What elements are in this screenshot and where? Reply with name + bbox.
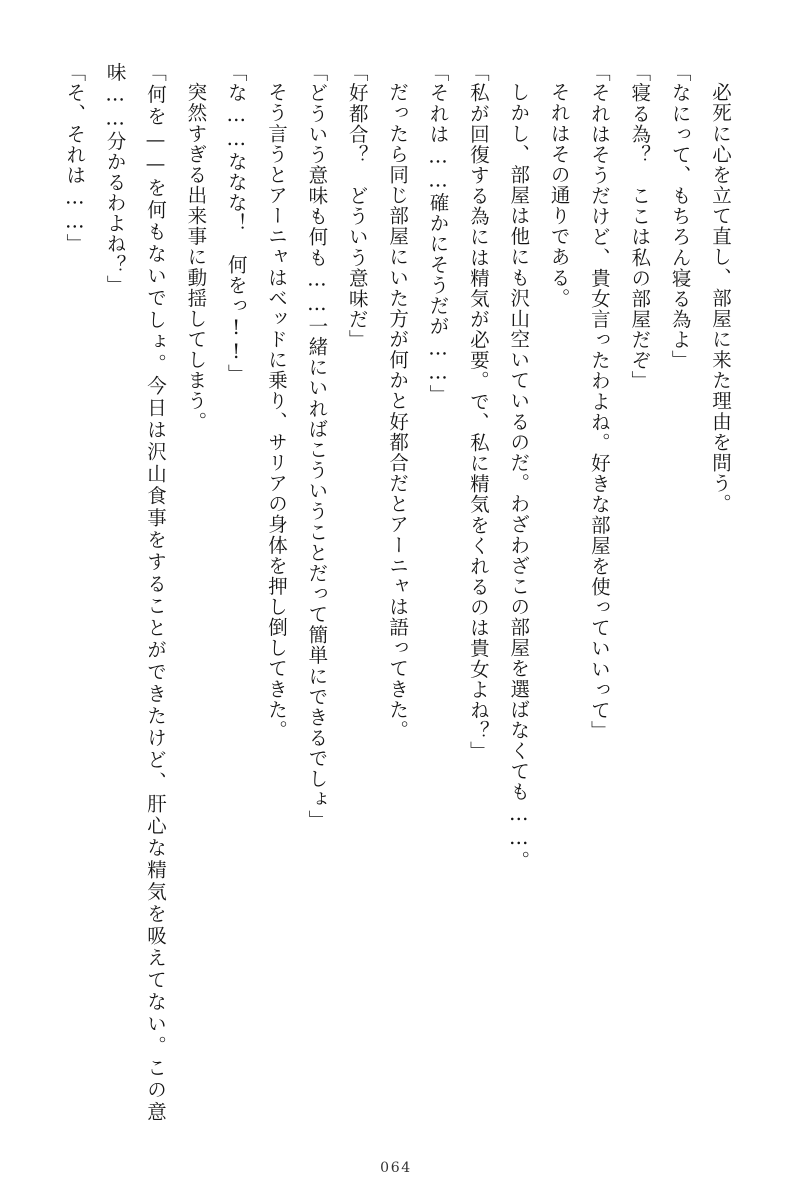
paragraph: 「それは……確かにそうだが……」 <box>426 62 450 406</box>
paragraph: 「それはそうだけど、貴女言ったわよね。好きな部屋を使っていいって」 <box>587 62 611 741</box>
paragraph: 「そ、それは……」 <box>63 62 87 255</box>
paragraph: 「何を——を何もないでしょ。今日は沢山食事をすることができたけど、肝心な精気を吸えてない。この意味……分かるわよね？」 <box>103 62 167 1122</box>
paragraph: そう言うとアーニャはベッドに乗り、サリアの身体を押し倒してきた。 <box>265 81 289 740</box>
paragraph: しかし、部屋は他にも沢山空いているのだ。わざわざこの部屋を選ばなくても……。 <box>507 81 531 871</box>
page-body-text <box>52 62 740 1122</box>
page-number: 064 <box>380 1160 412 1176</box>
paragraph: それはその通りである。 <box>547 81 571 308</box>
paragraph: だったら同じ部屋にいた方が何かと好都合だとアーニャは語ってきた。 <box>386 81 410 740</box>
paragraph: 「私が回復する為には精気が必要。で、私に精気をくれるのは貴女よね？」 <box>466 62 490 762</box>
paragraph: 「好都合？ どういう意味だ」 <box>345 62 369 351</box>
paragraph: 「寝る為？ ここは私の部屋だぞ」 <box>628 62 652 392</box>
paragraph: 「なにって、もちろん寝る為よ」 <box>668 62 692 371</box>
paragraph: 必死に心を立て直し、部屋に来た理由を問う。 <box>709 81 732 514</box>
paragraph: 突然すぎる出来事に動揺してしまう。 <box>184 81 208 432</box>
paragraph: 「どういう意味も何も……一緒にいればこういうことだって簡単にできるでしょ」 <box>305 62 329 831</box>
paragraph: 「な……ななな！ 何をっ!!」 <box>224 62 248 385</box>
